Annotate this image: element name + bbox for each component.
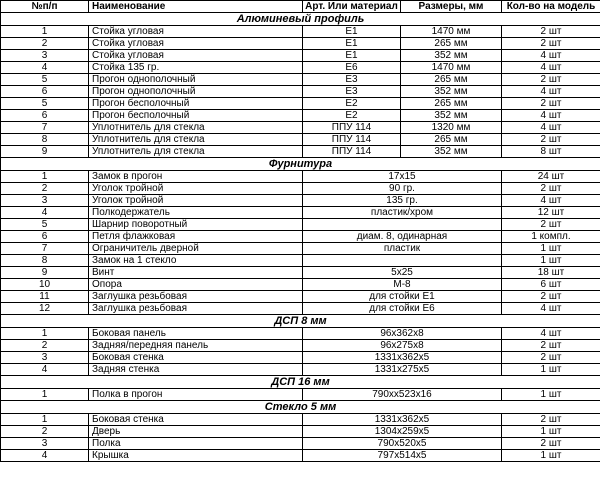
cell-spec: 1331х362х5 [303,352,502,364]
cell-spec: диам. 8, одинарная [303,231,502,243]
cell-art: Е2 [303,98,401,110]
cell-spec: 797х514х5 [303,450,502,462]
cell-qty: 4 шт [502,328,600,340]
table-row [1,38,600,50]
cell-num: 12 [1,303,89,315]
cell-num: 3 [1,50,89,62]
cell-qty: 12 шт [502,207,600,219]
cell-size: 1470 мм [401,26,502,38]
cell-art: Е1 [303,50,401,62]
cell-qty: 2 шт [502,291,600,303]
cell-name: Уголок тройной [89,195,303,207]
table-row [1,50,600,62]
table-row [1,134,600,146]
cell-size: 352 мм [401,50,502,62]
cell-name: Боковая стенка [89,414,303,426]
cell-name: Прогон бесполочный [89,110,303,122]
section-title: ДСП 16 мм [1,376,600,389]
table-row [1,303,600,315]
cell-qty: 2 шт [502,352,600,364]
cell-art: Е2 [303,110,401,122]
cell-spec: 17х15 [303,171,502,183]
cell-spec: для стойки Е6 [303,303,502,315]
cell-num: 1 [1,171,89,183]
cell-num: 2 [1,38,89,50]
cell-name: Дверь [89,426,303,438]
table-row [1,207,600,219]
column-header-num: №п/п [1,1,89,13]
table-row [1,389,600,401]
cell-num: 1 [1,389,89,401]
table-row [1,231,600,243]
cell-size: 265 мм [401,38,502,50]
cell-num: 7 [1,243,89,255]
cell-name: Прогон однополочный [89,74,303,86]
cell-name: Винт [89,267,303,279]
cell-name: Замок на 1 стекло [89,255,303,267]
cell-name: Боковая стенка [89,352,303,364]
section-title: Алюминевый профиль [1,13,600,26]
table-row [1,74,600,86]
table-row [1,122,600,134]
cell-art: Е1 [303,38,401,50]
cell-qty: 1 шт [502,389,600,401]
cell-num: 5 [1,74,89,86]
table-row [1,438,600,450]
table-row [1,110,600,122]
cell-name: Прогон однополочный [89,86,303,98]
cell-spec: пластик [303,243,502,255]
cell-name: Стойка угловая [89,38,303,50]
table-row [1,364,600,376]
cell-name: Шарнир поворотный [89,219,303,231]
cell-spec [303,219,502,231]
cell-num: 11 [1,291,89,303]
cell-num: 2 [1,183,89,195]
cell-size: 1320 мм [401,122,502,134]
cell-qty: 4 шт [502,86,600,98]
cell-spec: 1331х275х5 [303,364,502,376]
section-title: Стекло 5 мм [1,401,600,414]
cell-num: 10 [1,279,89,291]
cell-qty: 2 шт [502,98,600,110]
cell-spec: 96х362х8 [303,328,502,340]
cell-qty: 1 шт [502,255,600,267]
section-header-row [1,376,600,389]
section-header-row [1,315,600,328]
table-header [1,1,600,13]
cell-name: Полка в прогон [89,389,303,401]
cell-name: Задняя/передняя панель [89,340,303,352]
cell-name: Заглушка резьбовая [89,291,303,303]
section-title: ДСП 8 мм [1,315,600,328]
cell-qty: 2 шт [502,134,600,146]
table-row [1,450,600,462]
cell-art: ППУ 114 [303,134,401,146]
cell-qty: 2 шт [502,38,600,50]
cell-spec: 90 гр. [303,183,502,195]
cell-size: 265 мм [401,74,502,86]
cell-spec: для стойки Е1 [303,291,502,303]
cell-qty: 2 шт [502,414,600,426]
cell-name: Полка [89,438,303,450]
cell-spec: 1331х362х5 [303,414,502,426]
cell-num: 1 [1,328,89,340]
table-row [1,340,600,352]
cell-qty: 1 шт [502,426,600,438]
cell-num: 5 [1,98,89,110]
cell-name: Полкодержатель [89,207,303,219]
table-row [1,267,600,279]
cell-num: 9 [1,146,89,158]
cell-art: Е3 [303,86,401,98]
cell-size: 352 мм [401,146,502,158]
cell-num: 4 [1,207,89,219]
cell-qty: 1 шт [502,243,600,255]
cell-num: 3 [1,438,89,450]
cell-qty: 4 шт [502,122,600,134]
cell-num: 4 [1,450,89,462]
section-title: Фурнитура [1,158,600,171]
cell-qty: 2 шт [502,219,600,231]
cell-qty: 8 шт [502,146,600,158]
cell-qty: 18 шт [502,267,600,279]
cell-qty: 4 шт [502,62,600,74]
cell-size: 265 мм [401,134,502,146]
cell-spec: 5х25 [303,267,502,279]
cell-qty: 6 шт [502,279,600,291]
cell-qty: 1 компл. [502,231,600,243]
cell-num: 1 [1,26,89,38]
cell-num: 4 [1,364,89,376]
table-row [1,255,600,267]
cell-spec: 96х275х8 [303,340,502,352]
cell-size: 352 мм [401,110,502,122]
table-row [1,426,600,438]
cell-qty: 2 шт [502,183,600,195]
cell-art: Е1 [303,26,401,38]
cell-num: 8 [1,255,89,267]
table-row [1,414,600,426]
table-row [1,352,600,364]
cell-size: 352 мм [401,86,502,98]
cell-name: Задняя стенка [89,364,303,376]
table-row [1,146,600,158]
cell-num: 2 [1,426,89,438]
table-row [1,243,600,255]
table-row [1,195,600,207]
cell-name: Уплотнитель для стекла [89,146,303,158]
cell-name: Опора [89,279,303,291]
cell-num: 8 [1,134,89,146]
cell-spec: 790хх523х16 [303,389,502,401]
cell-qty: 2 шт [502,438,600,450]
column-header-name: Наименование [89,1,303,13]
table-row [1,279,600,291]
cell-art: Е3 [303,74,401,86]
cell-qty: 4 шт [502,50,600,62]
cell-spec: М-8 [303,279,502,291]
section-header-row [1,401,600,414]
cell-qty: 2 шт [502,340,600,352]
column-header-art: Арт. Или материал [303,1,401,13]
column-header-qty: Кол-во на модель [502,1,600,13]
cell-name: Уплотнитель для стекла [89,134,303,146]
cell-qty: 4 шт [502,110,600,122]
cell-qty: 2 шт [502,74,600,86]
section-header-row [1,13,600,26]
table-row [1,183,600,195]
cell-name: Стойка угловая [89,50,303,62]
cell-name: Уплотнитель для стекла [89,122,303,134]
cell-num: 3 [1,195,89,207]
cell-qty: 4 шт [502,303,600,315]
table-row [1,26,600,38]
table-row [1,62,600,74]
cell-num: 3 [1,352,89,364]
cell-num: 2 [1,340,89,352]
cell-qty: 1 шт [502,364,600,376]
cell-name: Крышка [89,450,303,462]
cell-art: ППУ 114 [303,146,401,158]
cell-num: 1 [1,414,89,426]
cell-size: 265 мм [401,98,502,110]
cell-num: 5 [1,219,89,231]
table-row [1,98,600,110]
cell-spec: 790х520х5 [303,438,502,450]
cell-spec: 1304х259х5 [303,426,502,438]
cell-num: 7 [1,122,89,134]
cell-spec: 135 гр. [303,195,502,207]
table-row [1,328,600,340]
cell-name: Замок в прогон [89,171,303,183]
cell-name: Петля флажковая [89,231,303,243]
cell-name: Ограничитель дверной [89,243,303,255]
cell-art: Е6 [303,62,401,74]
cell-num: 6 [1,86,89,98]
cell-size: 1470 мм [401,62,502,74]
table-row [1,86,600,98]
column-header-size: Размеры, мм [401,1,502,13]
cell-num: 4 [1,62,89,74]
cell-qty: 1 шт [502,450,600,462]
table-row [1,291,600,303]
table-body [1,13,600,462]
cell-num: 9 [1,267,89,279]
table-row [1,219,600,231]
cell-name: Прогон бесполочный [89,98,303,110]
cell-num: 6 [1,231,89,243]
cell-num: 6 [1,110,89,122]
section-header-row [1,158,600,171]
cell-qty: 24 шт [502,171,600,183]
cell-name: Стойка 135 гр. [89,62,303,74]
cell-qty: 4 шт [502,195,600,207]
cell-spec: пластик/хром [303,207,502,219]
cell-art: ППУ 114 [303,122,401,134]
cell-name: Заглушка резьбовая [89,303,303,315]
cell-name: Боковая панель [89,328,303,340]
cell-name: Стойка угловая [89,26,303,38]
cell-qty: 2 шт [502,26,600,38]
header-row [1,1,600,13]
cell-name: Уголок тройной [89,183,303,195]
table-row [1,171,600,183]
cell-spec [303,255,502,267]
